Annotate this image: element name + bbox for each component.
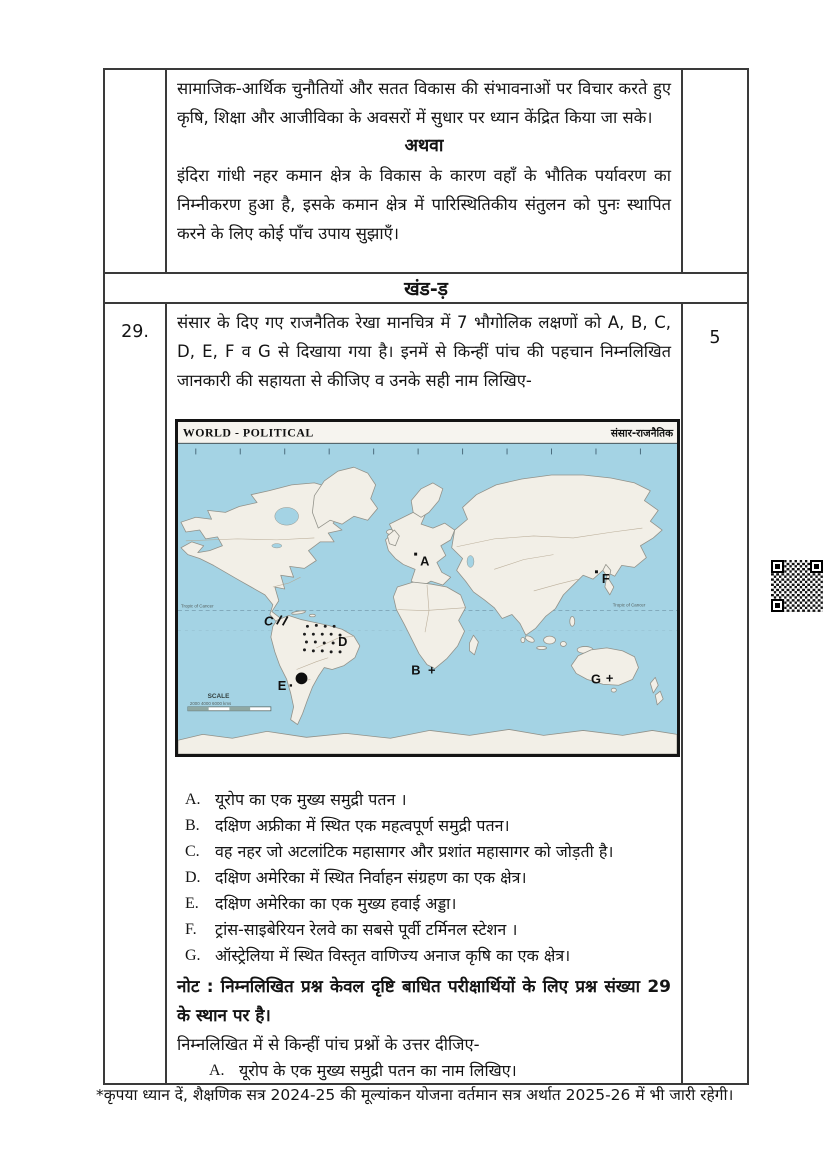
sri-lanka — [521, 638, 525, 643]
marker-a-label: A — [420, 553, 430, 569]
qr-finder-top-right — [810, 560, 823, 573]
list-item-label: C. — [185, 843, 200, 860]
marker-g-plus: + — [605, 670, 614, 686]
marks-cell-empty — [683, 70, 747, 272]
list-item — [177, 813, 671, 839]
list-item-text: यूरोप का एक मुख्य समुद्री पतन । — [215, 790, 407, 809]
list-item-label: D. — [185, 869, 201, 886]
list-item-text: दक्षिण अमेरिका में स्थित निर्वाहन संग्रहण का एक क्षेत्र। — [215, 868, 527, 887]
world-political-map-figure — [175, 419, 680, 757]
marker-g-label: G — [591, 671, 602, 687]
list-item-text: दक्षिण अफ्रीका में स्थित एक महत्वपूर्ण समुद्री पतन। — [215, 816, 510, 835]
question-29-row — [105, 304, 747, 1083]
list-item-text: वह नहर जो अटलांटिक महासागर और प्रशांत महासागर को जोड़ती है। — [215, 842, 614, 861]
caspian-sea — [467, 556, 474, 568]
answer-continuation-cell — [167, 70, 683, 272]
hispaniola — [309, 614, 315, 617]
alternative-paragraph: इंदिरा गांधी नहर कमान क्षेत्र के विकास के कारण वहाँ के भौतिक पर्यावरण का निम्नीकरण हुआ है, इसके कमान क्षेत्र में पारिस्थितिकीय संतुलन को पुनः स्थापित करने के लिए कोई पाँच उपाय सुझाएँ। — [177, 166, 671, 243]
feature-list — [177, 787, 671, 969]
question-29-cell — [167, 304, 683, 1083]
list-item-label: G. — [185, 947, 201, 964]
list-item-text: ट्रांस-साइबेरियन रेलवे का सबसे पूर्वी टर्मिनल स्टेशन । — [215, 920, 518, 939]
question-29-intro: संसार के दिए गए राजनैतिक रेखा मानचित्र में 7 भौगोलिक लक्षणों को A, B, C, D, E, F व G से दिखाया गया है। इनमें से किन्हीं पांच की पहचान निम्नलिखित जानकारी की सहायता से कीजिए व उनके सही नाम लिखिए- — [177, 313, 671, 390]
qr-finder-bottom-left — [771, 599, 784, 612]
marker-e-dot — [290, 684, 292, 686]
qr-code — [771, 560, 823, 612]
list-item — [177, 839, 671, 865]
question-29-marks: 5 — [709, 328, 721, 348]
list-item-label: A. — [185, 791, 201, 808]
list-item-label: E. — [185, 895, 199, 912]
list-item — [177, 865, 671, 891]
map-title-hindi: संसार-राजनैतिक — [610, 427, 674, 440]
section-title: खंड-ड़ — [404, 278, 448, 300]
question-number-cell-empty — [105, 70, 167, 272]
vi-intro: निम्नलिखित में से किन्हीं पांच प्रश्नों के उत्तर दीजिए- — [177, 1035, 480, 1054]
continuation-paragraph: सामाजिक-आर्थिक चुनौतियों और सतत विकास की संभावनाओं पर विचार करते हुए कृषि, शिक्षा और आजीविका के अवसरों में सुधार पर ध्यान केंद्रित किया जा सके। — [177, 79, 671, 127]
list-item-text: दक्षिण अमेरिका का एक मुख्य हवाई अड्डा। — [215, 894, 457, 913]
marker-e-label: E — [277, 678, 287, 694]
list-item-label: F. — [185, 921, 197, 938]
marker-b-plus: + — [427, 662, 436, 678]
marker-f-label: F — [601, 571, 610, 587]
sulawesi — [560, 642, 566, 647]
great-lakes — [272, 544, 282, 548]
vi-item-text: यूरोप के एक मुख्य समुद्री पतन का नाम लिखिए। — [239, 1061, 517, 1080]
list-item — [177, 787, 671, 813]
marker-d-label: D — [338, 633, 348, 649]
answer-continuation-row — [105, 70, 747, 272]
tropic-label-right: Tropic of Cancer — [612, 602, 646, 608]
marker-f-dot — [595, 570, 598, 573]
list-item-label: B. — [185, 817, 200, 834]
or-separator: अथवा — [404, 136, 444, 156]
marker-e-filled-circle — [296, 672, 308, 684]
vi-question-item — [177, 1058, 671, 1083]
footer-note: *कृपया ध्यान दें, शैक्षणिक सत्र 2024-25 की मूल्यांकन योजना वर्तमान सत्र अर्थात 2025-26 में भी जारी रहेगी। — [96, 1086, 734, 1104]
question-paper-table — [103, 68, 749, 1085]
tropic-label-left: Tropic of Cancer — [180, 603, 214, 609]
scale-label: SCALE — [207, 693, 230, 701]
world-map-svg — [178, 422, 677, 754]
marker-b-label: B — [411, 662, 421, 678]
java — [537, 646, 547, 649]
map-title-english: WORLD - POLITICAL — [182, 425, 314, 440]
philippines — [570, 616, 575, 626]
vi-item-label: A. — [209, 1062, 225, 1079]
list-item — [177, 943, 671, 969]
hudson-bay — [275, 507, 299, 525]
tasmania — [611, 688, 616, 692]
qr-finder-top-left — [771, 560, 784, 573]
question-number: 29. — [105, 304, 167, 1083]
marker-c-label: C — [263, 613, 274, 629]
marker-a-dot — [414, 553, 417, 556]
visually-impaired-note: नोट : निम्नलिखित प्रश्न केवल दृष्टि बाधित परीक्षार्थियों के लिए प्रश्न संख्या 29 के स्थान पर है। — [177, 977, 671, 1026]
list-item-text: ऑस्ट्रेलिया में स्थित विस्तृत वाणिज्य अनाज कृषि का एक क्षेत्र। — [215, 946, 571, 965]
list-item — [177, 891, 671, 917]
borneo — [544, 636, 556, 644]
section-header-row — [105, 272, 747, 304]
list-item — [177, 917, 671, 943]
scale-values: 2000 4000 6000 kms — [189, 700, 232, 706]
